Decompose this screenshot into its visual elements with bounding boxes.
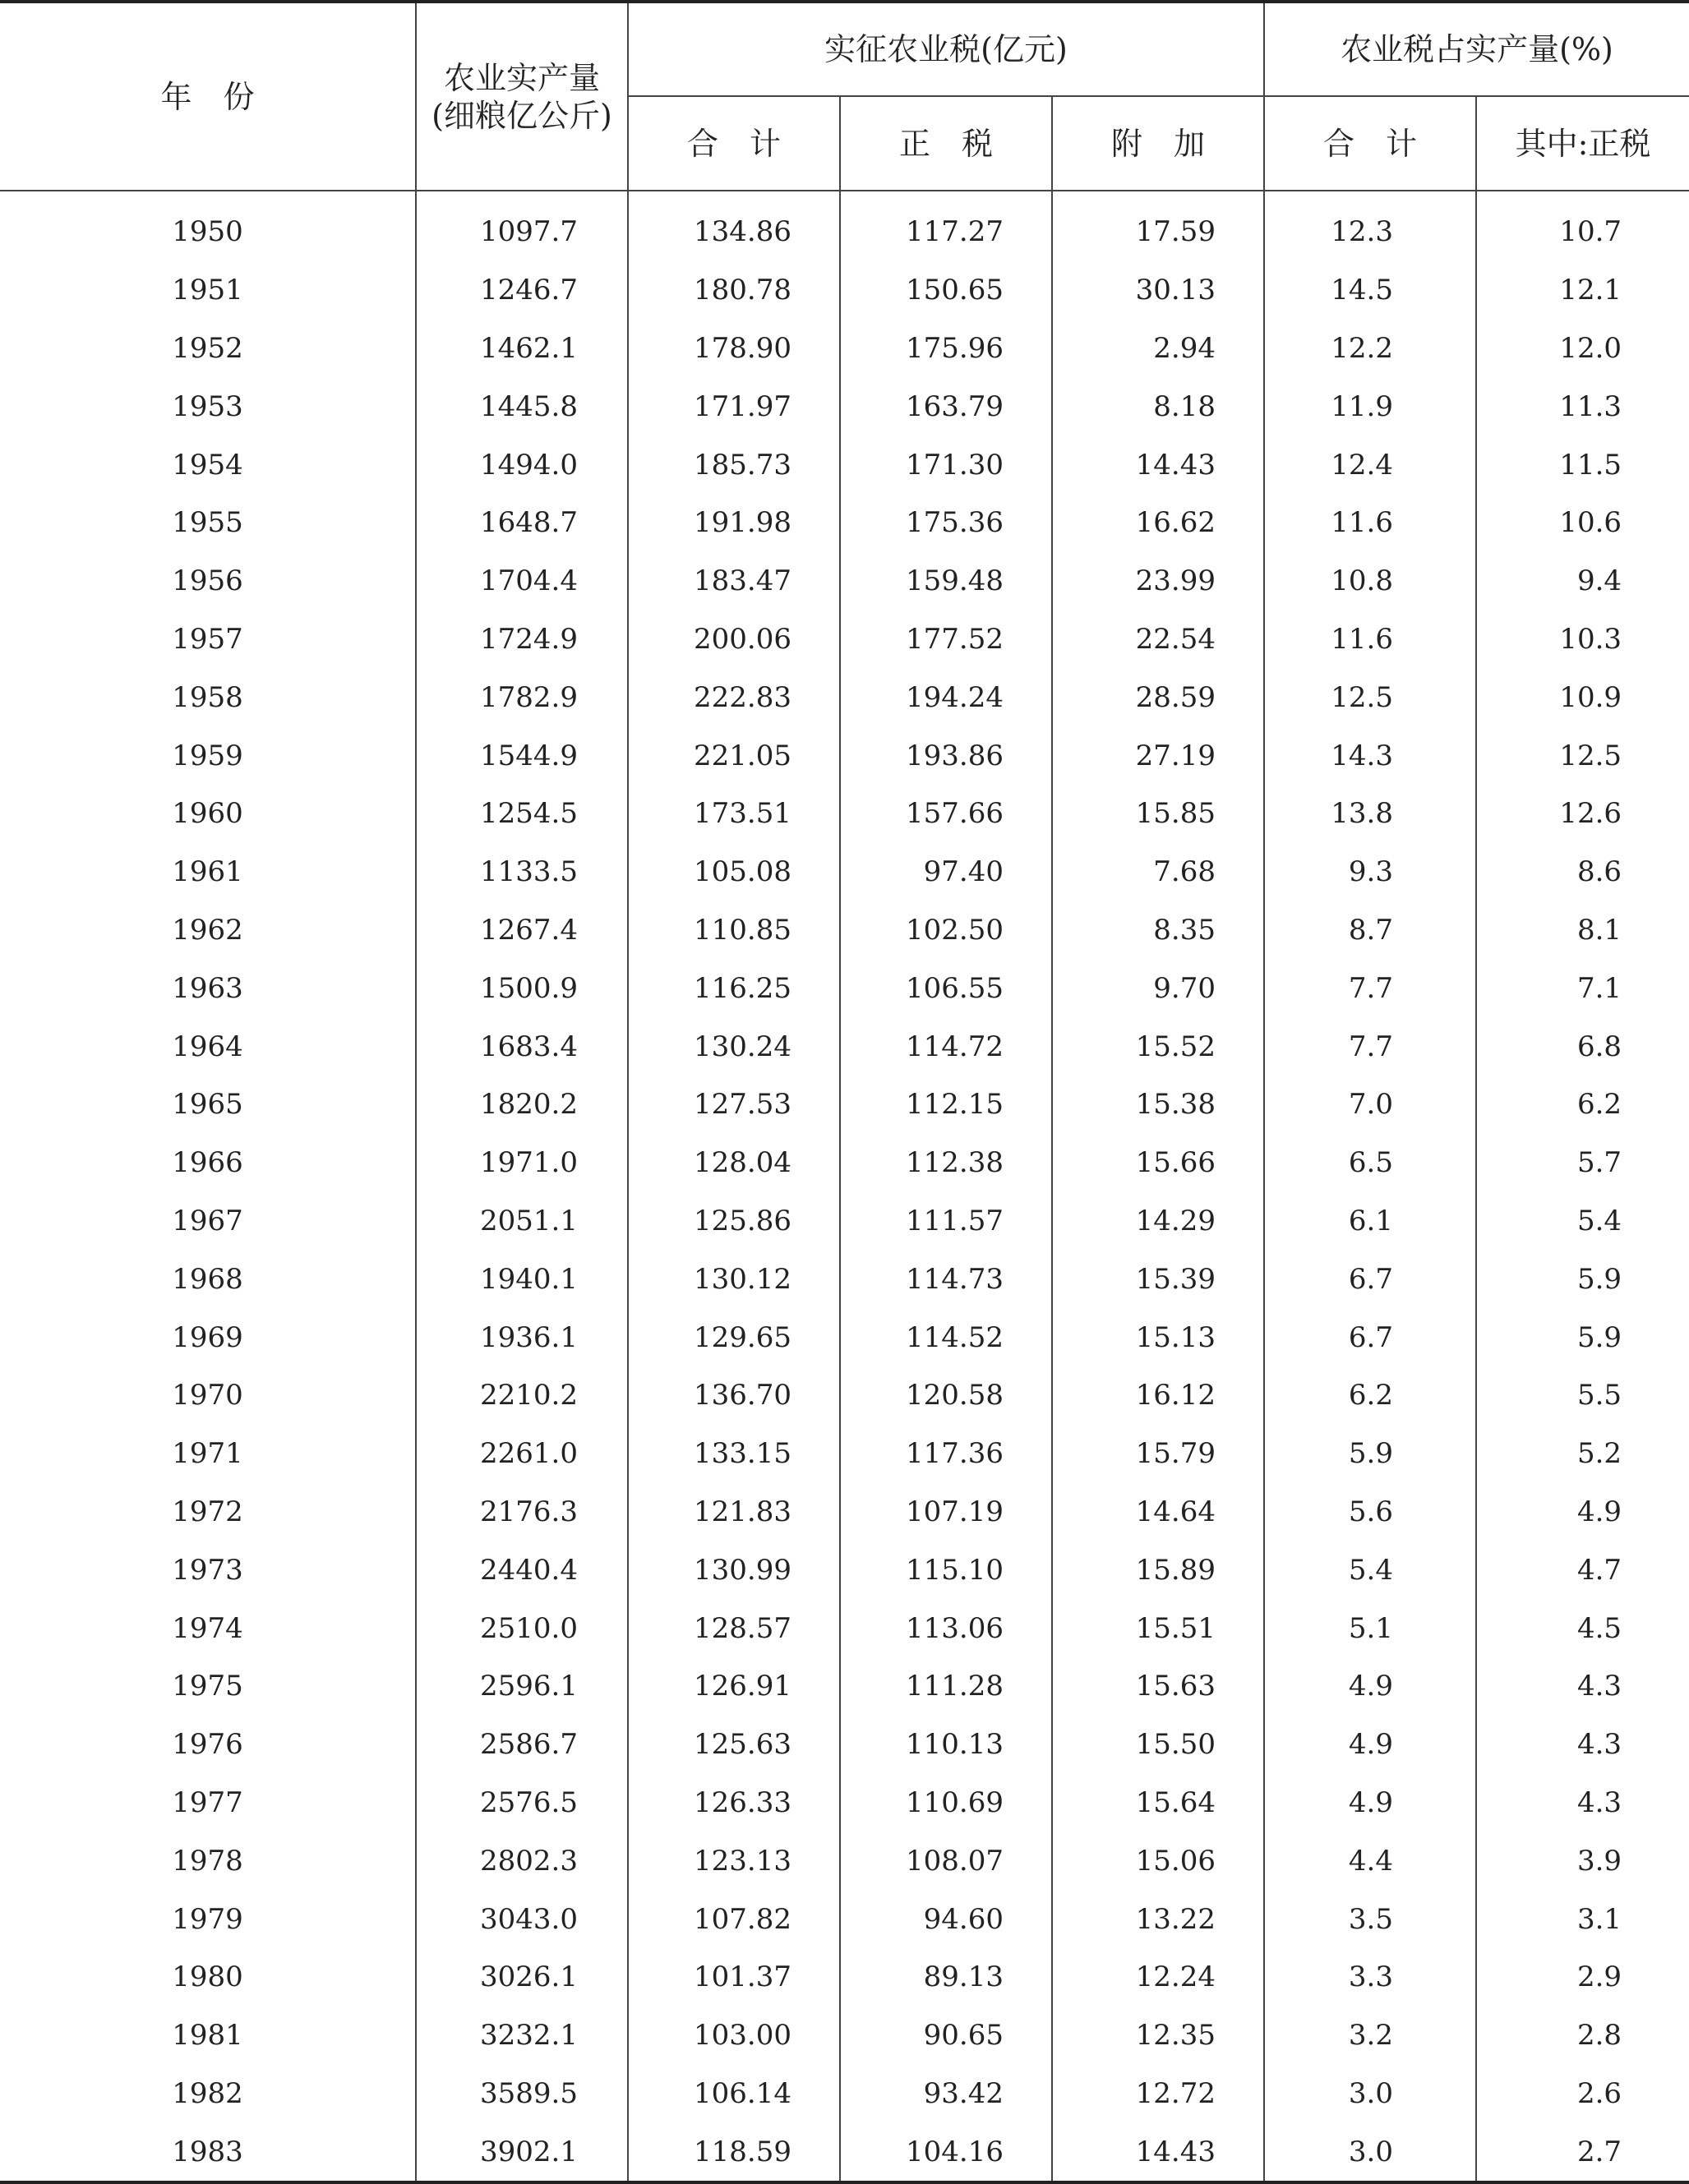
ratio-main-cell: 10.7 [1476,191,1689,261]
tax-total-cell: 126.33 [628,1774,840,1832]
table-row [0,494,1689,552]
output-cell: 3232.1 [416,2007,628,2065]
ratio-total-cell: 14.3 [1264,726,1476,785]
year-cell: 1964 [0,1017,416,1076]
ratio-main-cell: 2.6 [1476,2065,1689,2123]
tax-main-cell: 93.42 [840,2065,1052,2123]
output-cell: 1500.9 [416,959,628,1017]
ratio-total-cell: 3.5 [1264,1890,1476,1948]
tax-main-cell: 159.48 [840,552,1052,611]
table-row [0,1948,1689,2007]
ratio-total-cell: 7.7 [1264,1017,1476,1076]
year-cell: 1978 [0,1832,416,1890]
table-row [0,377,1689,435]
ratio-main-cell: 2.7 [1476,2122,1689,2182]
ratio-total-cell: 12.4 [1264,435,1476,494]
ratio-total-cell: 12.5 [1264,668,1476,726]
header-tax-main: 正 税 [840,96,1052,191]
year-cell: 1958 [0,668,416,726]
tax-total-cell: 126.91 [628,1657,840,1716]
ratio-main-cell: 12.1 [1476,261,1689,320]
tax-total-cell: 200.06 [628,611,840,669]
tax-surcharge-cell: 15.79 [1052,1425,1264,1483]
ratio-main-cell: 9.4 [1476,552,1689,611]
tax-total-cell: 133.15 [628,1425,840,1483]
year-cell: 1982 [0,2065,416,2123]
year-cell: 1971 [0,1425,416,1483]
output-cell: 2440.4 [416,1541,628,1599]
tax-main-cell: 90.65 [840,2007,1052,2065]
output-cell: 2051.1 [416,1192,628,1251]
tax-total-cell: 178.90 [628,320,840,378]
tax-main-cell: 194.24 [840,668,1052,726]
tax-total-cell: 101.37 [628,1948,840,2007]
table-row [0,668,1689,726]
ratio-total-cell: 3.0 [1264,2065,1476,2123]
tax-total-cell: 103.00 [628,2007,840,2065]
year-cell: 1953 [0,377,416,435]
tax-surcharge-cell: 14.43 [1052,435,1264,494]
ratio-total-cell: 4.9 [1264,1774,1476,1832]
output-cell: 1097.7 [416,191,628,261]
table-row [0,1192,1689,1251]
tax-main-cell: 117.27 [840,191,1052,261]
year-cell: 1970 [0,1366,416,1425]
ratio-total-cell: 5.9 [1264,1425,1476,1483]
ratio-main-cell: 4.5 [1476,1599,1689,1657]
table-row [0,1076,1689,1134]
ratio-total-cell: 7.0 [1264,1076,1476,1134]
output-cell: 1648.7 [416,494,628,552]
output-cell: 1445.8 [416,377,628,435]
table-row [0,1599,1689,1657]
ratio-main-cell: 12.5 [1476,726,1689,785]
tax-surcharge-cell: 28.59 [1052,668,1264,726]
tax-surcharge-cell: 15.63 [1052,1657,1264,1716]
output-cell: 1683.4 [416,1017,628,1076]
table-row [0,2007,1689,2065]
output-cell: 3043.0 [416,1890,628,1948]
output-cell: 1267.4 [416,901,628,960]
ratio-total-cell: 14.5 [1264,261,1476,320]
ratio-total-cell: 3.2 [1264,2007,1476,2065]
table-row [0,1541,1689,1599]
ratio-total-cell: 13.8 [1264,785,1476,843]
output-cell: 3026.1 [416,1948,628,2007]
tax-surcharge-cell: 2.94 [1052,320,1264,378]
table-row [0,1890,1689,1948]
header-tax-total: 合 计 [628,96,840,191]
ratio-total-cell: 11.6 [1264,494,1476,552]
ratio-total-cell: 8.7 [1264,901,1476,960]
tax-total-cell: 107.82 [628,1890,840,1948]
ratio-main-cell: 4.3 [1476,1774,1689,1832]
tax-surcharge-cell: 15.38 [1052,1076,1264,1134]
ratio-main-cell: 5.5 [1476,1366,1689,1425]
table-row [0,261,1689,320]
tax-main-cell: 117.36 [840,1425,1052,1483]
tax-surcharge-cell: 14.64 [1052,1483,1264,1541]
tax-main-cell: 89.13 [840,1948,1052,2007]
output-cell: 1820.2 [416,1076,628,1134]
tax-total-cell: 129.65 [628,1308,840,1366]
tax-total-cell: 173.51 [628,785,840,843]
tax-total-cell: 127.53 [628,1076,840,1134]
ratio-main-cell: 4.9 [1476,1483,1689,1541]
ratio-total-cell: 7.7 [1264,959,1476,1017]
ratio-total-cell: 12.2 [1264,320,1476,378]
tax-surcharge-cell: 14.43 [1052,2122,1264,2182]
tax-total-cell: 125.86 [628,1192,840,1251]
ratio-main-cell: 4.3 [1476,1716,1689,1774]
header-output: 农业实产量(细粮亿公斤) [416,2,628,191]
tax-main-cell: 108.07 [840,1832,1052,1890]
tax-main-cell: 157.66 [840,785,1052,843]
year-cell: 1979 [0,1890,416,1948]
tax-main-cell: 114.72 [840,1017,1052,1076]
output-cell: 1971.0 [416,1134,628,1192]
tax-total-cell: 191.98 [628,494,840,552]
table-row [0,191,1689,261]
table-row [0,1483,1689,1541]
ratio-main-cell: 10.3 [1476,611,1689,669]
table-row [0,2122,1689,2182]
year-cell: 1965 [0,1076,416,1134]
table-row [0,1425,1689,1483]
ratio-total-cell: 12.3 [1264,191,1476,261]
tax-total-cell: 128.04 [628,1134,840,1192]
tax-surcharge-cell: 15.13 [1052,1308,1264,1366]
tax-total-cell: 106.14 [628,2065,840,2123]
ratio-main-cell: 2.9 [1476,1948,1689,2007]
tax-total-cell: 130.24 [628,1017,840,1076]
ratio-main-cell: 3.9 [1476,1832,1689,1890]
tax-surcharge-cell: 15.89 [1052,1541,1264,1599]
year-cell: 1951 [0,261,416,320]
tax-main-cell: 114.52 [840,1308,1052,1366]
table-row [0,1250,1689,1308]
table-row [0,611,1689,669]
tax-main-cell: 111.57 [840,1192,1052,1251]
tax-total-cell: 183.47 [628,552,840,611]
tax-total-cell: 222.83 [628,668,840,726]
ratio-main-cell: 10.9 [1476,668,1689,726]
year-cell: 1983 [0,2122,416,2182]
tax-surcharge-cell: 15.85 [1052,785,1264,843]
header-ratio-main: 其中:正税 [1476,96,1689,191]
year-cell: 1976 [0,1716,416,1774]
output-cell: 1246.7 [416,261,628,320]
table-row [0,901,1689,960]
year-cell: 1977 [0,1774,416,1832]
tax-total-cell: 105.08 [628,843,840,901]
year-cell: 1955 [0,494,416,552]
tax-surcharge-cell: 14.29 [1052,1192,1264,1251]
tax-surcharge-cell: 27.19 [1052,726,1264,785]
tax-main-cell: 112.15 [840,1076,1052,1134]
output-cell: 1544.9 [416,726,628,785]
tax-surcharge-cell: 30.13 [1052,261,1264,320]
output-cell: 1462.1 [416,320,628,378]
tax-main-cell: 120.58 [840,1366,1052,1425]
ratio-total-cell: 4.9 [1264,1657,1476,1716]
tax-total-cell: 128.57 [628,1599,840,1657]
ratio-total-cell: 10.8 [1264,552,1476,611]
output-cell: 1494.0 [416,435,628,494]
table-row [0,2065,1689,2123]
tax-total-cell: 116.25 [628,959,840,1017]
tax-surcharge-cell: 9.70 [1052,959,1264,1017]
tax-main-cell: 104.16 [840,2122,1052,2182]
tax-total-cell: 134.86 [628,191,840,261]
tax-surcharge-cell: 12.24 [1052,1948,1264,2007]
ratio-total-cell: 4.4 [1264,1832,1476,1890]
table-row [0,1308,1689,1366]
table-body [0,191,1689,2182]
ratio-main-cell: 4.3 [1476,1657,1689,1716]
tax-main-cell: 112.38 [840,1134,1052,1192]
year-cell: 1972 [0,1483,416,1541]
tax-main-cell: 150.65 [840,261,1052,320]
output-cell: 2510.0 [416,1599,628,1657]
tax-main-cell: 106.55 [840,959,1052,1017]
tax-main-cell: 107.19 [840,1483,1052,1541]
tax-main-cell: 94.60 [840,1890,1052,1948]
ratio-total-cell: 3.0 [1264,2122,1476,2182]
table-row [0,1134,1689,1192]
table-row [0,1366,1689,1425]
output-cell: 1133.5 [416,843,628,901]
year-cell: 1952 [0,320,416,378]
tax-main-cell: 102.50 [840,901,1052,960]
ratio-main-cell: 12.0 [1476,320,1689,378]
tax-total-cell: 125.63 [628,1716,840,1774]
output-cell: 2261.0 [416,1425,628,1483]
ratio-total-cell: 6.2 [1264,1366,1476,1425]
tax-main-cell: 175.36 [840,494,1052,552]
ratio-main-cell: 8.6 [1476,843,1689,901]
year-cell: 1961 [0,843,416,901]
ratio-main-cell: 8.1 [1476,901,1689,960]
year-cell: 1954 [0,435,416,494]
ratio-total-cell: 11.6 [1264,611,1476,669]
tax-main-cell: 110.69 [840,1774,1052,1832]
ratio-total-cell: 6.5 [1264,1134,1476,1192]
output-cell: 1782.9 [416,668,628,726]
ratio-total-cell: 3.3 [1264,1948,1476,2007]
year-cell: 1969 [0,1308,416,1366]
tax-main-cell: 114.73 [840,1250,1052,1308]
table-row [0,1774,1689,1832]
table-row [0,1017,1689,1076]
table-row [0,320,1689,378]
tax-total-cell: 130.99 [628,1541,840,1599]
output-cell: 2576.5 [416,1774,628,1832]
table-row [0,726,1689,785]
tax-total-cell: 221.05 [628,726,840,785]
tax-main-cell: 115.10 [840,1541,1052,1599]
output-cell: 1940.1 [416,1250,628,1308]
year-cell: 1962 [0,901,416,960]
tax-surcharge-cell: 15.06 [1052,1832,1264,1890]
tax-main-cell: 177.52 [840,611,1052,669]
year-cell: 1981 [0,2007,416,2065]
tax-total-cell: 123.13 [628,1832,840,1890]
ratio-main-cell: 5.9 [1476,1308,1689,1366]
ratio-main-cell: 11.3 [1476,377,1689,435]
output-cell: 3589.5 [416,2065,628,2123]
header-tax-group: 实征农业税(亿元) [628,2,1264,96]
table-header [0,2,1689,191]
output-cell: 1936.1 [416,1308,628,1366]
table-row [0,785,1689,843]
ratio-main-cell: 6.2 [1476,1076,1689,1134]
output-cell: 2596.1 [416,1657,628,1716]
output-cell: 1724.9 [416,611,628,669]
ratio-total-cell: 11.9 [1264,377,1476,435]
tax-main-cell: 163.79 [840,377,1052,435]
tax-main-cell: 171.30 [840,435,1052,494]
ratio-total-cell: 6.7 [1264,1250,1476,1308]
year-cell: 1966 [0,1134,416,1192]
table-row [0,959,1689,1017]
tax-surcharge-cell: 23.99 [1052,552,1264,611]
ratio-total-cell: 5.1 [1264,1599,1476,1657]
year-cell: 1950 [0,191,416,261]
tax-total-cell: 118.59 [628,2122,840,2182]
ratio-main-cell: 5.4 [1476,1192,1689,1251]
year-cell: 1967 [0,1192,416,1251]
year-cell: 1957 [0,611,416,669]
tax-total-cell: 130.12 [628,1250,840,1308]
table-row [0,435,1689,494]
year-cell: 1974 [0,1599,416,1657]
year-cell: 1960 [0,785,416,843]
tax-surcharge-cell: 8.35 [1052,901,1264,960]
ratio-total-cell: 5.6 [1264,1483,1476,1541]
ratio-main-cell: 4.7 [1476,1541,1689,1599]
tax-surcharge-cell: 15.64 [1052,1774,1264,1832]
output-cell: 2176.3 [416,1483,628,1541]
ratio-main-cell: 3.1 [1476,1890,1689,1948]
tax-surcharge-cell: 12.72 [1052,2065,1264,2123]
ratio-total-cell: 4.9 [1264,1716,1476,1774]
tax-total-cell: 180.78 [628,261,840,320]
table-row [0,552,1689,611]
tax-surcharge-cell: 15.51 [1052,1599,1264,1657]
ratio-main-cell: 5.7 [1476,1134,1689,1192]
tax-main-cell: 175.96 [840,320,1052,378]
ratio-main-cell: 5.2 [1476,1425,1689,1483]
output-cell: 2210.2 [416,1366,628,1425]
year-cell: 1959 [0,726,416,785]
tax-total-cell: 136.70 [628,1366,840,1425]
tax-total-cell: 171.97 [628,377,840,435]
year-cell: 1975 [0,1657,416,1716]
tax-surcharge-cell: 8.18 [1052,377,1264,435]
ratio-main-cell: 11.5 [1476,435,1689,494]
tax-main-cell: 111.28 [840,1657,1052,1716]
tax-surcharge-cell: 15.52 [1052,1017,1264,1076]
output-cell: 2586.7 [416,1716,628,1774]
header-year: 年 份 [0,2,416,191]
table-row [0,1832,1689,1890]
ratio-total-cell: 9.3 [1264,843,1476,901]
tax-surcharge-cell: 13.22 [1052,1890,1264,1948]
ratio-total-cell: 6.7 [1264,1308,1476,1366]
tax-surcharge-cell: 15.39 [1052,1250,1264,1308]
tax-surcharge-cell: 12.35 [1052,2007,1264,2065]
tax-surcharge-cell: 7.68 [1052,843,1264,901]
tax-surcharge-cell: 15.66 [1052,1134,1264,1192]
ratio-main-cell: 5.9 [1476,1250,1689,1308]
ratio-main-cell: 12.6 [1476,785,1689,843]
year-cell: 1980 [0,1948,416,2007]
header-ratio-total: 合 计 [1264,96,1476,191]
tax-main-cell: 113.06 [840,1599,1052,1657]
tax-main-cell: 97.40 [840,843,1052,901]
tax-surcharge-cell: 22.54 [1052,611,1264,669]
ratio-main-cell: 7.1 [1476,959,1689,1017]
tax-main-cell: 193.86 [840,726,1052,785]
year-cell: 1963 [0,959,416,1017]
header-tax-surcharge: 附 加 [1052,96,1264,191]
tax-surcharge-cell: 17.59 [1052,191,1264,261]
tax-total-cell: 185.73 [628,435,840,494]
ratio-main-cell: 10.6 [1476,494,1689,552]
tax-total-cell: 110.85 [628,901,840,960]
output-cell: 1704.4 [416,552,628,611]
tax-surcharge-cell: 16.12 [1052,1366,1264,1425]
output-cell: 1254.5 [416,785,628,843]
ratio-total-cell: 5.4 [1264,1541,1476,1599]
output-cell: 2802.3 [416,1832,628,1890]
tax-total-cell: 121.83 [628,1483,840,1541]
ratio-main-cell: 2.8 [1476,2007,1689,2065]
ratio-total-cell: 6.1 [1264,1192,1476,1251]
year-cell: 1956 [0,552,416,611]
ratio-main-cell: 6.8 [1476,1017,1689,1076]
table-row [0,843,1689,901]
year-cell: 1973 [0,1541,416,1599]
header-ratio-group: 农业税占实产量(%) [1264,2,1689,96]
table-row [0,1657,1689,1716]
tax-surcharge-cell: 15.50 [1052,1716,1264,1774]
tax-surcharge-cell: 16.62 [1052,494,1264,552]
table-row [0,1716,1689,1774]
tax-main-cell: 110.13 [840,1716,1052,1774]
year-cell: 1968 [0,1250,416,1308]
output-cell: 3902.1 [416,2122,628,2182]
